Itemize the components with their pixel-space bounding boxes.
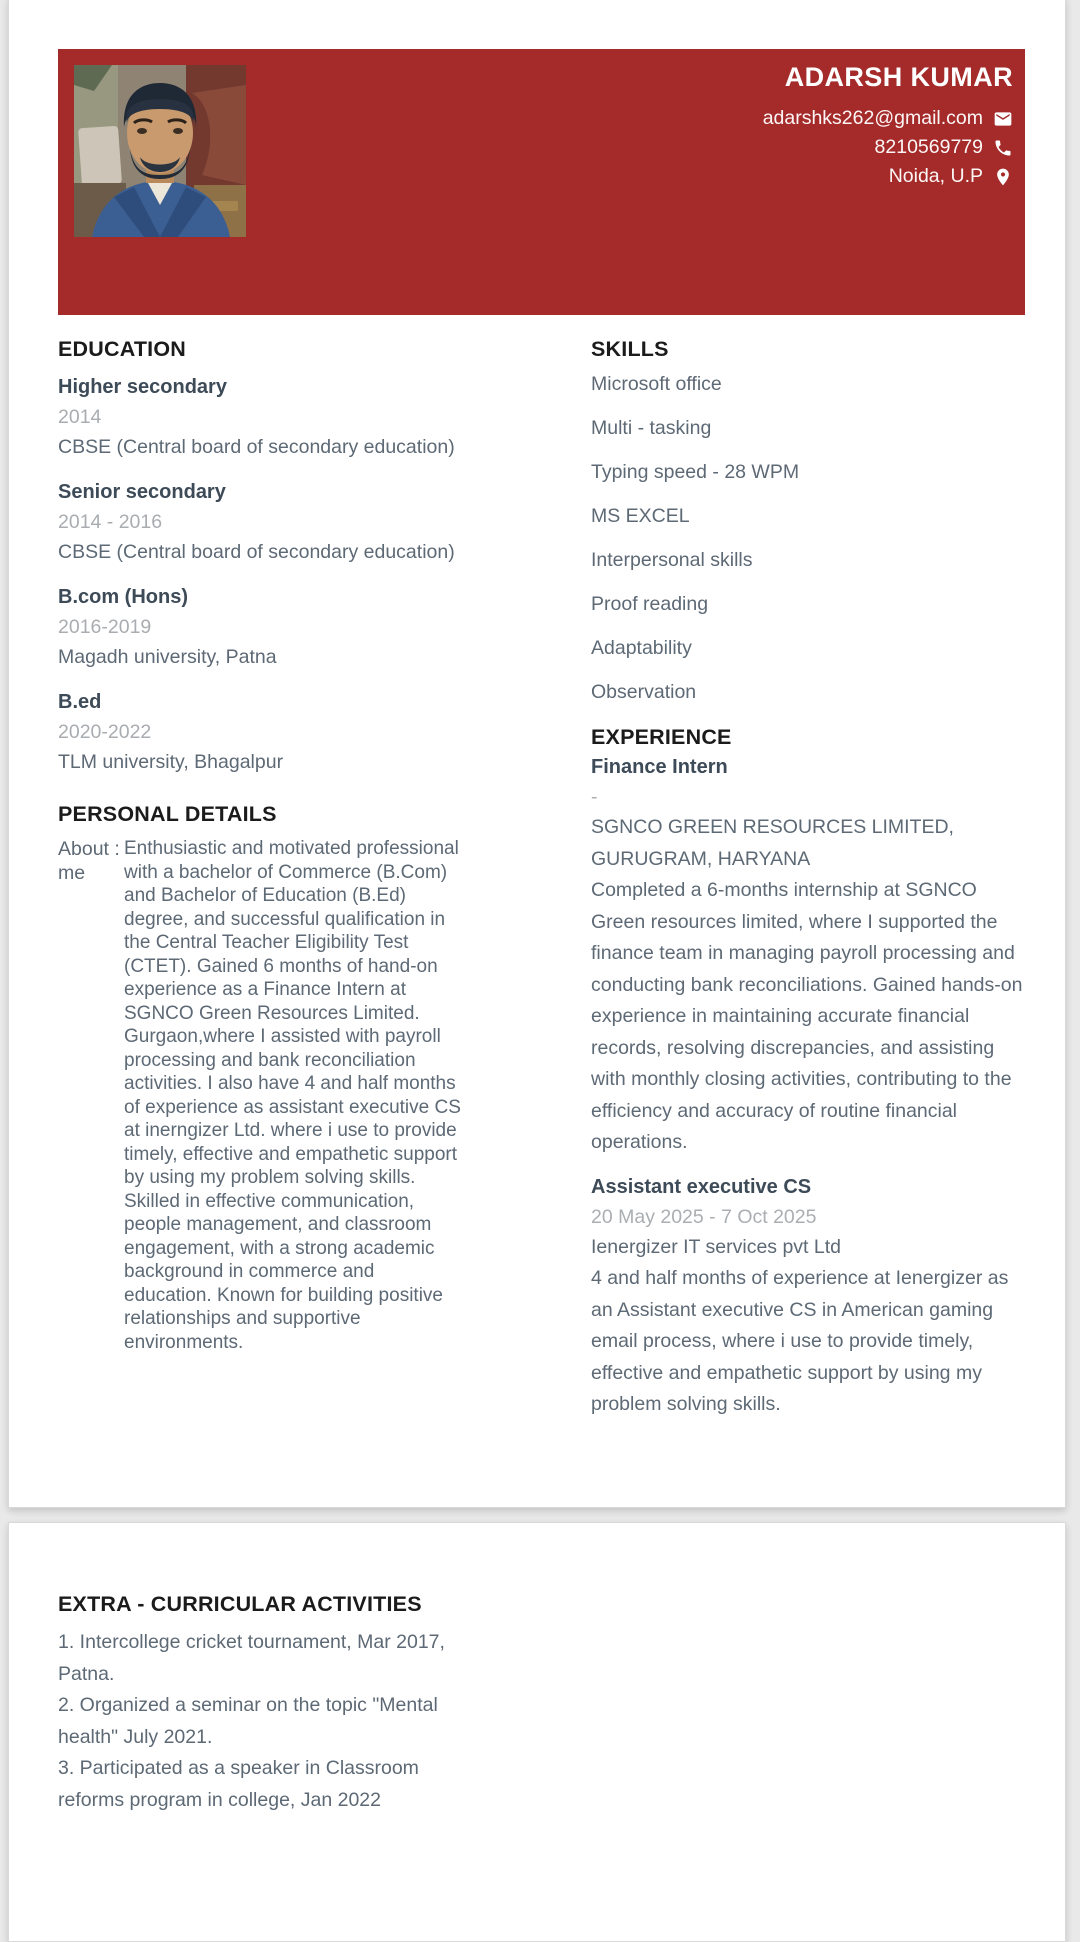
degree-institution: CBSE (Central board of secondary education) — [58, 436, 455, 458]
experience-entry — [591, 752, 1031, 1159]
skill-item: Proof reading — [591, 593, 709, 615]
skill-item: Typing speed - 28 WPM — [591, 461, 800, 483]
degree-title: B.ed — [58, 691, 102, 713]
skill-item: MS EXCEL — [591, 505, 690, 527]
extra-curricular-item: 3. Participated as a speaker in Classroom reforms program in college, Jan 2022 — [58, 1757, 419, 1811]
degree-institution: TLM university, Bhagalpur — [58, 751, 284, 773]
contact-row-email — [763, 104, 1013, 133]
skill-item: Observation — [591, 681, 697, 703]
location-icon — [993, 167, 1013, 187]
about-text: Enthusiastic and motivated professional with a bachelor of Commerce (B.Com) and Bachelor of Education (B.Ed) degree, and successful qualification in the Central Teacher Eligibility Test (CTET). Gained 6 months of hand-on experience as a Finance Intern at SGNCO Green Resources Limited. Gurgaon,where I assisted with payroll processing and bank reconciliation activities. I also have 4 and half months of experience as assistant executive CS at inerngizer Ltd. where i use to provide timely, effective and empathetic support by using my problem solving skills. Skilled in effective communication, people management, and classroom engagement, with a strong academic background in commerce and education. Known for building positive relationships and supportive environments. — [124, 838, 461, 1353]
page-2 — [8, 1522, 1066, 1942]
job-description: Completed a 6-months internship at SGNCO Green resources limited, where I supported the finance team in managing payroll processing and conducting bank reconciliations. Gained hands-on experience in maintaining accurate financial records, resolving discrepancies, and assisting with monthly closing activities, contributing to the efficiency and accuracy of routine financial operations. — [591, 879, 1023, 1153]
skills-heading: SKILLS — [591, 337, 669, 361]
degree-title: B.com (Hons) — [58, 586, 188, 608]
email-icon — [993, 109, 1013, 129]
job-description: 4 and half months of experience at Ienergizer as an Assistant executive CS in American gaming email process, where i use to provide timely, effective and empathetic support by using my problem solving skills. — [591, 1267, 1009, 1415]
contact-row-location — [763, 162, 1013, 191]
header-contact-block — [763, 59, 1013, 191]
degree-institution: Magadh university, Patna — [58, 646, 277, 668]
degree-title: Senior secondary — [58, 481, 226, 503]
skill-item: Microsoft office — [591, 373, 722, 395]
location-value: Noida, U.P — [888, 165, 983, 187]
job-company: Ienergizer IT services pvt Ltd — [591, 1235, 841, 1258]
phone-icon — [993, 138, 1013, 158]
phone-value: 8210569779 — [874, 136, 983, 158]
extra-curricular-section — [58, 1591, 488, 1816]
job-company: SGNCO GREEN RESOURCES LIMITED, — [591, 816, 954, 838]
personal-details-heading: PERSONAL DETAILS — [58, 802, 277, 826]
extra-curricular-item: 1. Intercollege cricket tournament, Mar 2017, Patna. — [58, 1631, 445, 1685]
job-period: - — [591, 786, 598, 808]
left-column — [58, 336, 503, 1354]
contact-row-phone — [763, 133, 1013, 162]
job-company: GURUGRAM, HARYANA — [591, 847, 811, 870]
skill-item: Adaptability — [591, 637, 692, 659]
about-label: About : me — [58, 838, 120, 884]
profile-photo-illustration — [74, 65, 246, 237]
skill-item: Interpersonal skills — [591, 549, 753, 571]
page-1 — [8, 0, 1066, 1508]
skill-item: Multi - tasking — [591, 417, 712, 439]
degree-period: 2020-2022 — [58, 721, 152, 743]
profile-photo — [74, 65, 246, 237]
education-entry — [58, 477, 503, 567]
email-value: adarshks262@gmail.com — [762, 107, 983, 129]
resume-header — [58, 49, 1025, 315]
degree-period: 2014 — [58, 406, 102, 428]
degree-institution: CBSE (Central board of secondary education) — [58, 541, 455, 563]
degree-title: Higher secondary — [58, 376, 227, 398]
degree-period: 2016-2019 — [58, 616, 152, 638]
education-entry — [58, 687, 503, 777]
about-row — [58, 837, 503, 1354]
experience-heading: EXPERIENCE — [591, 725, 732, 749]
job-period: 20 May 2025 - 7 Oct 2025 — [591, 1205, 817, 1228]
education-entry — [58, 372, 503, 462]
experience-entry — [591, 1172, 1031, 1421]
education-heading: EDUCATION — [58, 337, 187, 361]
job-role: Finance Intern — [591, 756, 728, 778]
extra-curricular-heading: EXTRA - CURRICULAR ACTIVITIES — [58, 1592, 422, 1616]
extra-curricular-item: 2. Organized a seminar on the topic "Mental health" July 2021. — [58, 1694, 438, 1748]
degree-period: 2014 - 2016 — [58, 511, 163, 533]
education-entry — [58, 582, 503, 672]
person-name: ADARSH KUMAR — [784, 62, 1013, 92]
right-column — [591, 336, 1031, 1434]
job-role: Assistant executive CS — [591, 1175, 812, 1198]
